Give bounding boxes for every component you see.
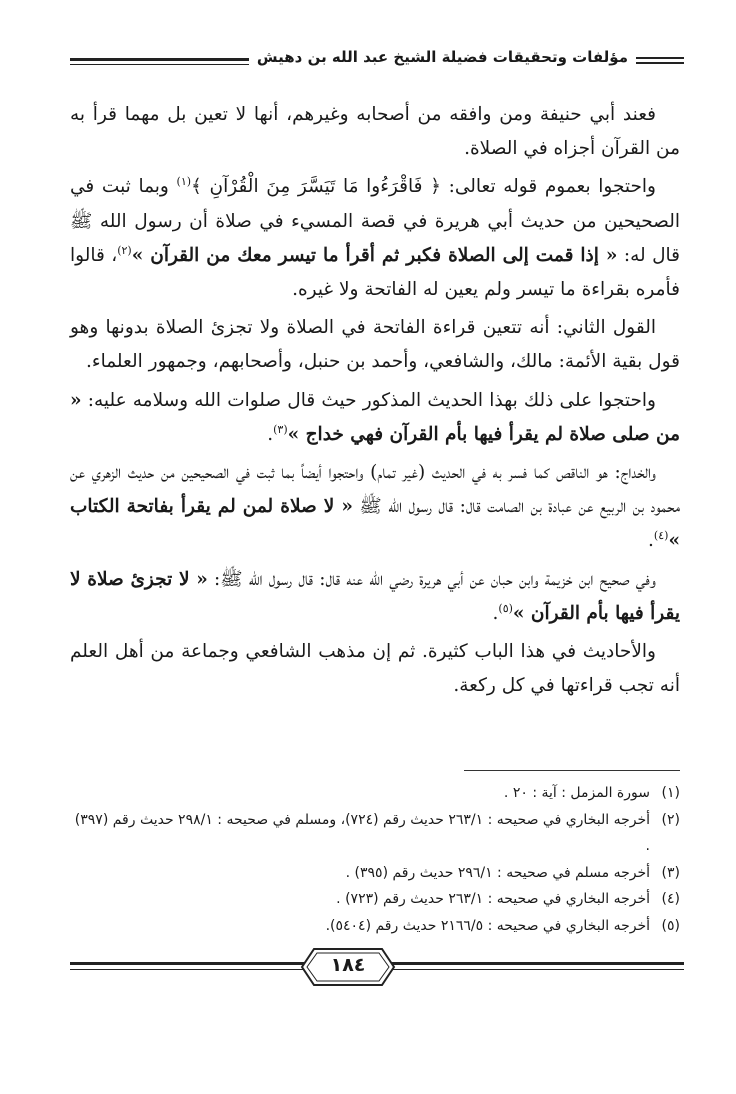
hadith-quote: « من صلى صلاة لم يقرأ فيها بأم القرآن فهي خداج » — [70, 389, 680, 445]
footnote-ref[interactable]: (٤) — [653, 529, 669, 543]
footnote-ref[interactable]: (٢) — [117, 243, 132, 257]
footnote-item — [70, 886, 680, 913]
footnote-text: أخرجه البخاري في صحيحه : ٢١٦٦/٥ حديث رقم (٥٤٠٤). — [325, 917, 650, 934]
footnote-ref[interactable]: (٣) — [273, 422, 288, 436]
paragraph-5: والخداج: هو الناقص كما فسر به في الحديث (غير تمام) واحتجوا أيضاً بما ثبت في الصحيحين من حديث الزهري عن محمود بن الربيع عن عبادة بن الصامت قال: قال رسول الله ﷺ « لا صلاة لمن لم يقرأ بفاتحة الكتاب »$^{(٤)}$. — [70, 462, 681, 552]
page-number: ١٨٤ — [330, 954, 366, 976]
running-header — [70, 40, 684, 80]
footnote-text: أخرجه البخاري في صحيحه : ٢٦٣/١ حديث رقم (٧٢٤)، ومسلم في صحيحه : ٢٩٨/١ حديث رقم (٣٩٧) . — [74, 811, 650, 855]
footnote-item — [70, 860, 680, 887]
header-ornament — [636, 56, 684, 66]
paragraph-1: فعند أبي حنيفة ومن وافقه من أصحابه وغيرهم، أنها لا تعين بل مهما قرأ به من القرآن أجزاه في الصلاة. — [70, 104, 680, 160]
footnote-item — [70, 780, 680, 807]
footnote-text: أخرجه مسلم في صحيحه : ٢٩٦/١ حديث رقم (٣٩٥) . — [345, 864, 650, 881]
footnote-text: أخرجه البخاري في صحيحه : ٢٦٣/١ حديث رقم (٧٢٣) . — [336, 891, 650, 908]
header-title: مؤلفات وتحقيقات فضيلة الشيخ عبد الله بن دهيش — [249, 48, 628, 66]
page-footer — [70, 940, 684, 990]
paragraph-6: وفي صحيح ابن خزيمة وابن حبان عن أبي هريرة رضي الله عنه قال: قال رسول الله ﷺ: « لا تجزئ صلاة لا يقرأ فيها بأم القرآن »$^{(٥)}$. — [70, 568, 680, 624]
footnote-ref[interactable]: (٥) — [498, 601, 513, 615]
paragraph-3: القول الثاني: أنه تتعين قراءة الفاتحة في الصلاة ولا تجزئ الصلاة بدونها وهو قول بقية الأئمة: مالك، والشافعي، وأحمد بن حنبل، وأصحابهم، وجمهور العلماء. — [70, 317, 680, 373]
paragraph-4: واحتجوا على ذلك بهذا الحديث المذكور حيث قال صلوات الله وسلامه عليه: « من صلى صلاة لم يقرأ فيها بأم القرآن فهي خداج »$^{(٣)}$. — [70, 389, 680, 445]
footnote-number: (٢) — [661, 811, 680, 828]
footnote-number: (١) — [661, 785, 680, 801]
page-number-frame — [300, 946, 396, 988]
hadith-quote: « لا صلاة لمن لم يقرأ بفاتحة الكتاب » — [70, 496, 680, 552]
footnote-ref[interactable]: (١) — [176, 175, 192, 189]
paragraph-2: واحتجوا بعموم قوله تعالى: ﴿ فَاقْرَءُوا مَا تَيَسَّرَ مِنَ الْقُرْآنِ ﴾$^{(١)}$ وبما ثبت في الصحيحين من حديث أبي هريرة في قصة المسيء في صلاة أن رسول الله ﷺ قال له: « إذا قمت إلى الصلاة فكبر ثم أقرأ ما تيسر معك من القرآن »$^{(٢)}$، قالوا فأمره بقراءة ما تيسر ولم يعين له الفاتحة ولا غيره. — [70, 175, 680, 301]
hadith-quote: « لا تجزئ صلاة لا يقرأ فيها بأم القرآن » — [70, 568, 680, 624]
footnote-number: (٥) — [661, 917, 680, 934]
footnote-number: (٤) — [661, 891, 680, 908]
paragraph-7: والأحاديث في هذا الباب كثيرة. ثم إن مذهب الشافعي وجماعة من أهل العلم أنه تجب قراءتها في كل ركعة. — [70, 641, 680, 697]
footnote-number: (٣) — [661, 864, 680, 881]
footnote-separator — [464, 770, 680, 771]
footnote-item — [70, 807, 680, 860]
footnote-text: سورة المزمل : آية : ٢٠ . — [503, 785, 650, 801]
hadith-quote: « إذا قمت إلى الصلاة فكبر ثم أقرأ ما تيسر معك من القرآن » — [131, 244, 618, 266]
footnote-item — [70, 913, 680, 940]
footnotes — [70, 780, 680, 940]
main-text — [70, 98, 680, 707]
